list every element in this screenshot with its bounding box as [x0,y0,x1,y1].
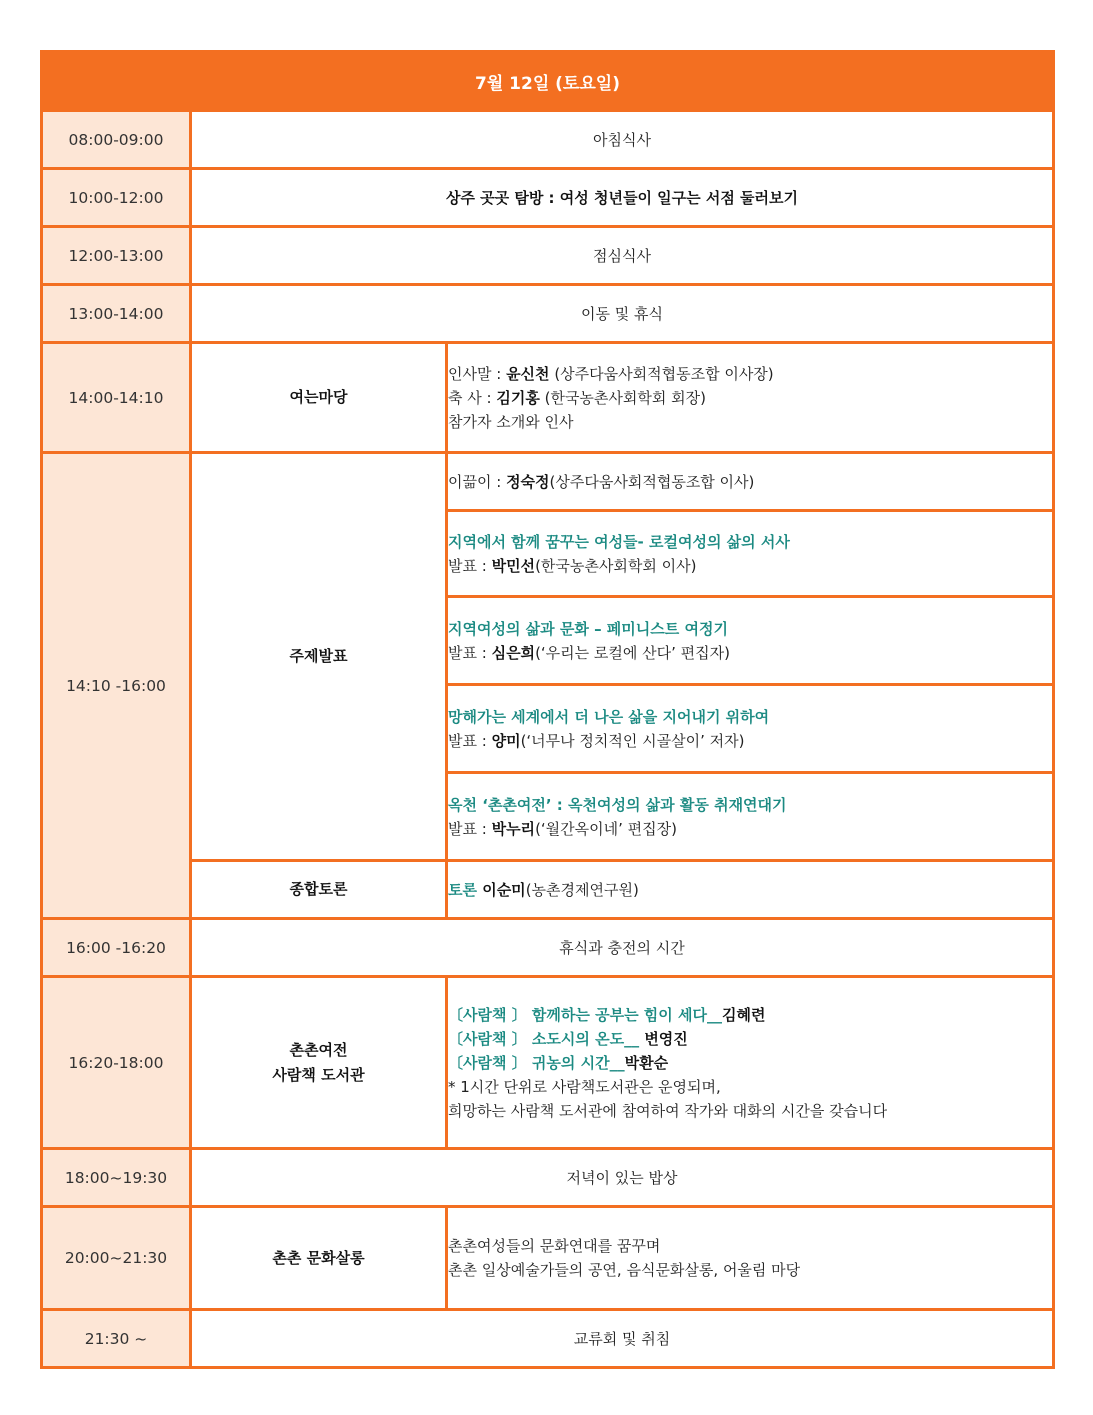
table-row [42,1310,1054,1368]
table-row [42,169,1054,227]
activity-cell: 이동 및 휴식 [191,285,1054,343]
table-row [42,1149,1054,1207]
session-detail: 촌촌여성들의 문화연대를 꿈꾸며 촌촌 일상예술가들의 공연, 음식문화살롱, 어울림 마당 [447,1207,1054,1310]
table-row [42,861,1054,919]
table-row [42,1207,1054,1310]
session-label: 여는마당 [191,343,447,453]
activity-cell: 아침식사 [191,111,1054,169]
schedule-day-title: 7월 12일 (토요일) [42,52,1054,111]
time-cell: 14:10 -16:00 [42,453,191,919]
talk-cell: 지역에서 함께 꿈꾸는 여성들- 로컬여성의 삶의 서사 발표 : 박민선(한국농촌사회학회 이사) [447,511,1054,597]
talk-title: 망해가는 세계에서 더 나은 삶을 지어내기 위하여 [448,707,770,726]
session-label: 촌촌여전 사람책 도서관 [191,977,447,1149]
session-label: 촌촌 문화살롱 [191,1207,447,1310]
time-cell: 08:00-09:00 [42,111,191,169]
talk-title: 지역에서 함께 꿈꾸는 여성들- 로컬여성의 삶의 서사 [448,532,790,551]
talk-title: 지역여성의 삶과 문화 – 페미니스트 여정기 [448,619,728,638]
talk-cell: 망해가는 세계에서 더 나은 삶을 지어내기 위하여 발표 : 양미(‘너무나 정치적인 시골살이’ 저자) [447,685,1054,773]
activity-cell: 저녁이 있는 밥상 [191,1149,1054,1207]
table-row [42,919,1054,977]
time-cell: 13:00-14:00 [42,285,191,343]
moderator-cell: 이끎이 : 정숙정(상주다움사회적협동조합 이사) [447,453,1054,511]
table-row [42,285,1054,343]
time-cell: 18:00~19:30 [42,1149,191,1207]
table-row [42,453,1054,511]
table-row [42,977,1054,1149]
activity-cell: 상주 곳곳 탐방 : 여성 청년들이 일구는 서점 둘러보기 [191,169,1054,227]
talk-cell: 지역여성의 삶과 문화 – 페미니스트 여정기 발표 : 심은희(‘우리는 로컬에 산다’ 편집자) [447,597,1054,685]
table-row [42,111,1054,169]
activity-cell: 교류회 및 취침 [191,1310,1054,1368]
time-cell: 12:00-13:00 [42,227,191,285]
talk-cell: 옥천 ‘촌촌여전’ : 옥천여성의 삶과 활동 취재연대기 발표 : 박누리(‘월간옥이네’ 편집장) [447,773,1054,861]
time-cell: 10:00-12:00 [42,169,191,227]
activity-cell: 점심식사 [191,227,1054,285]
discussion-label: 종합토론 [191,861,447,919]
table-row [42,343,1054,453]
session-label: 주제발표 [191,453,447,861]
time-cell: 20:00~21:30 [42,1207,191,1310]
discussion-cell: 토론 이순미(농촌경제연구원) [447,861,1054,919]
table-row [42,227,1054,285]
session-detail: 인사말 : 윤신천 (상주다움사회적협동조합 이사장) 축 사 : 김기홍 (한국농촌사회학회 회장) 참가자 소개와 인사 [447,343,1054,453]
time-cell: 16:20-18:00 [42,977,191,1149]
talk-title: 옥천 ‘촌촌여전’ : 옥천여성의 삶과 활동 취재연대기 [448,795,787,814]
time-cell: 21:30 ~ [42,1310,191,1368]
time-cell: 16:00 -16:20 [42,919,191,977]
time-cell: 14:00-14:10 [42,343,191,453]
human-library-cell: 〔사람책 〕 함께하는 공부는 힘이 세다__김혜련 〔사람책 〕 소도시의 온도__ 변영진 〔사람책 〕 귀농의 시간__박환순 * 1시간 단위로 사람책도서관은 운영되며, 희망하는 사람책 도서관에 참여하여 작가와 대화의 시간을 갖습니다 [447,977,1054,1149]
activity-cell: 휴식과 충전의 시간 [191,919,1054,977]
schedule-table [40,50,1055,1369]
